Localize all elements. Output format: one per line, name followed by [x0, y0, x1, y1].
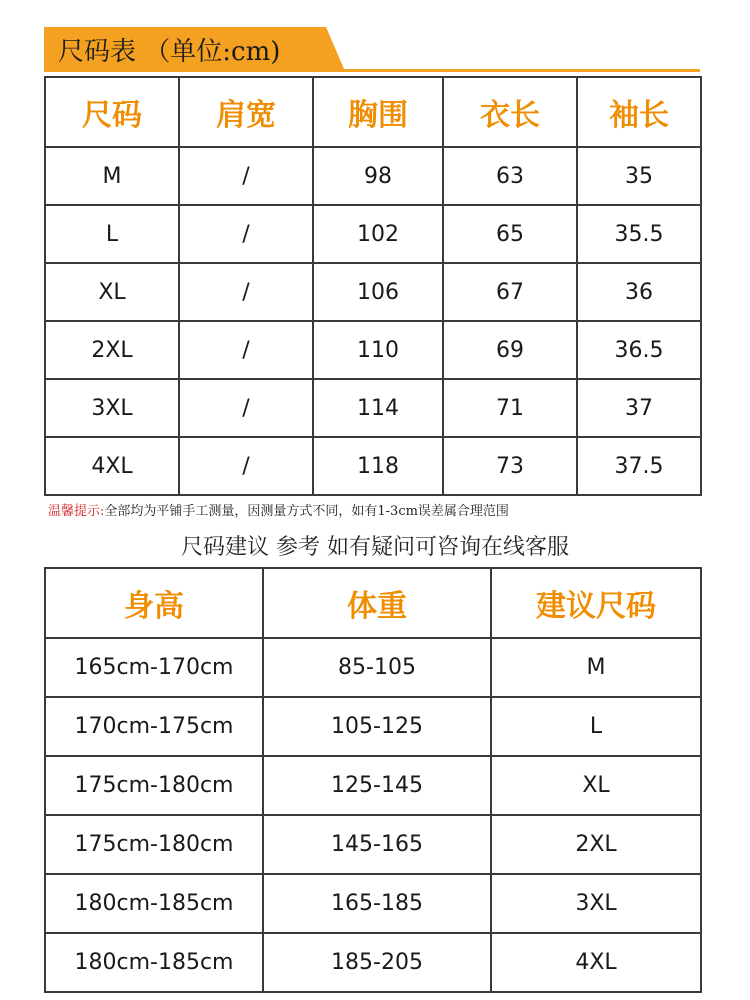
header-size: 尺码 — [45, 77, 179, 147]
table-cell: 105-125 — [263, 697, 491, 756]
table-cell: M — [45, 147, 179, 205]
table-cell: 73 — [443, 437, 577, 495]
table-cell: 35.5 — [577, 205, 701, 263]
header-sleeve: 袖长 — [577, 77, 701, 147]
table-cell: 71 — [443, 379, 577, 437]
table-cell: 170cm-175cm — [45, 697, 263, 756]
tip-text: 全部均为平铺手工测量，因测量方式不同，如有1-3cm误差属合理范围 — [104, 504, 509, 519]
header-chest: 胸围 — [313, 77, 443, 147]
tip-label: 温馨提示: — [48, 504, 105, 519]
table-row — [45, 815, 701, 874]
table-cell: 165cm-170cm — [45, 638, 263, 697]
table-cell: 2XL — [45, 321, 179, 379]
table-cell: / — [179, 379, 313, 437]
table-cell: 98 — [313, 147, 443, 205]
header-shoulder: 肩宽 — [179, 77, 313, 147]
table-row — [45, 638, 701, 697]
table-cell: 180cm-185cm — [45, 874, 263, 933]
table-cell: 67 — [443, 263, 577, 321]
table-cell: 165-185 — [263, 874, 491, 933]
table-cell: / — [179, 437, 313, 495]
table-cell: 37 — [577, 379, 701, 437]
table-cell: 145-165 — [263, 815, 491, 874]
table-cell: M — [491, 638, 701, 697]
header-weight: 体重 — [263, 568, 491, 638]
table-row — [45, 321, 701, 379]
table-cell: 85-105 — [263, 638, 491, 697]
table-header-row — [45, 568, 701, 638]
table-row — [45, 205, 701, 263]
table-cell: XL — [45, 263, 179, 321]
size-recommendation-table — [44, 567, 702, 993]
table-cell: 110 — [313, 321, 443, 379]
table-cell: 35 — [577, 147, 701, 205]
table-cell: / — [179, 321, 313, 379]
table-cell: 36 — [577, 263, 701, 321]
table-cell: 2XL — [491, 815, 701, 874]
table-cell: 4XL — [45, 437, 179, 495]
table-cell: 63 — [443, 147, 577, 205]
table-header-row — [45, 77, 701, 147]
table-cell: 118 — [313, 437, 443, 495]
table-row — [45, 379, 701, 437]
table-row — [45, 263, 701, 321]
table-cell: 69 — [443, 321, 577, 379]
table-cell: 65 — [443, 205, 577, 263]
table-cell: 106 — [313, 263, 443, 321]
table-row — [45, 756, 701, 815]
table-cell: 4XL — [491, 933, 701, 992]
table-cell: 175cm-180cm — [45, 756, 263, 815]
table-cell: 3XL — [491, 874, 701, 933]
table-cell: 125-145 — [263, 756, 491, 815]
title-underline — [44, 69, 700, 72]
table-cell: / — [179, 263, 313, 321]
header-length: 衣长 — [443, 77, 577, 147]
table-row — [45, 874, 701, 933]
page-title: 尺码表 （单位:cm) — [58, 37, 281, 67]
table-cell: XL — [491, 756, 701, 815]
table-cell: L — [491, 697, 701, 756]
table-cell: 114 — [313, 379, 443, 437]
table-row — [45, 697, 701, 756]
table-cell: 180cm-185cm — [45, 933, 263, 992]
measurement-tip — [48, 500, 509, 519]
table-row — [45, 437, 701, 495]
table-row — [45, 933, 701, 992]
table-cell: / — [179, 205, 313, 263]
size-advice-text: 尺码建议 参考 如有疑问可咨询在线客服 — [181, 535, 569, 560]
table-row — [45, 147, 701, 205]
size-chart-table — [44, 76, 702, 496]
table-cell: L — [45, 205, 179, 263]
table-cell: 185-205 — [263, 933, 491, 992]
header-recommended-size: 建议尺码 — [491, 568, 701, 638]
table-cell: 3XL — [45, 379, 179, 437]
table-cell: 36.5 — [577, 321, 701, 379]
table-cell: 37.5 — [577, 437, 701, 495]
table-cell: / — [179, 147, 313, 205]
table-cell: 102 — [313, 205, 443, 263]
table-cell: 175cm-180cm — [45, 815, 263, 874]
header-height: 身高 — [45, 568, 263, 638]
